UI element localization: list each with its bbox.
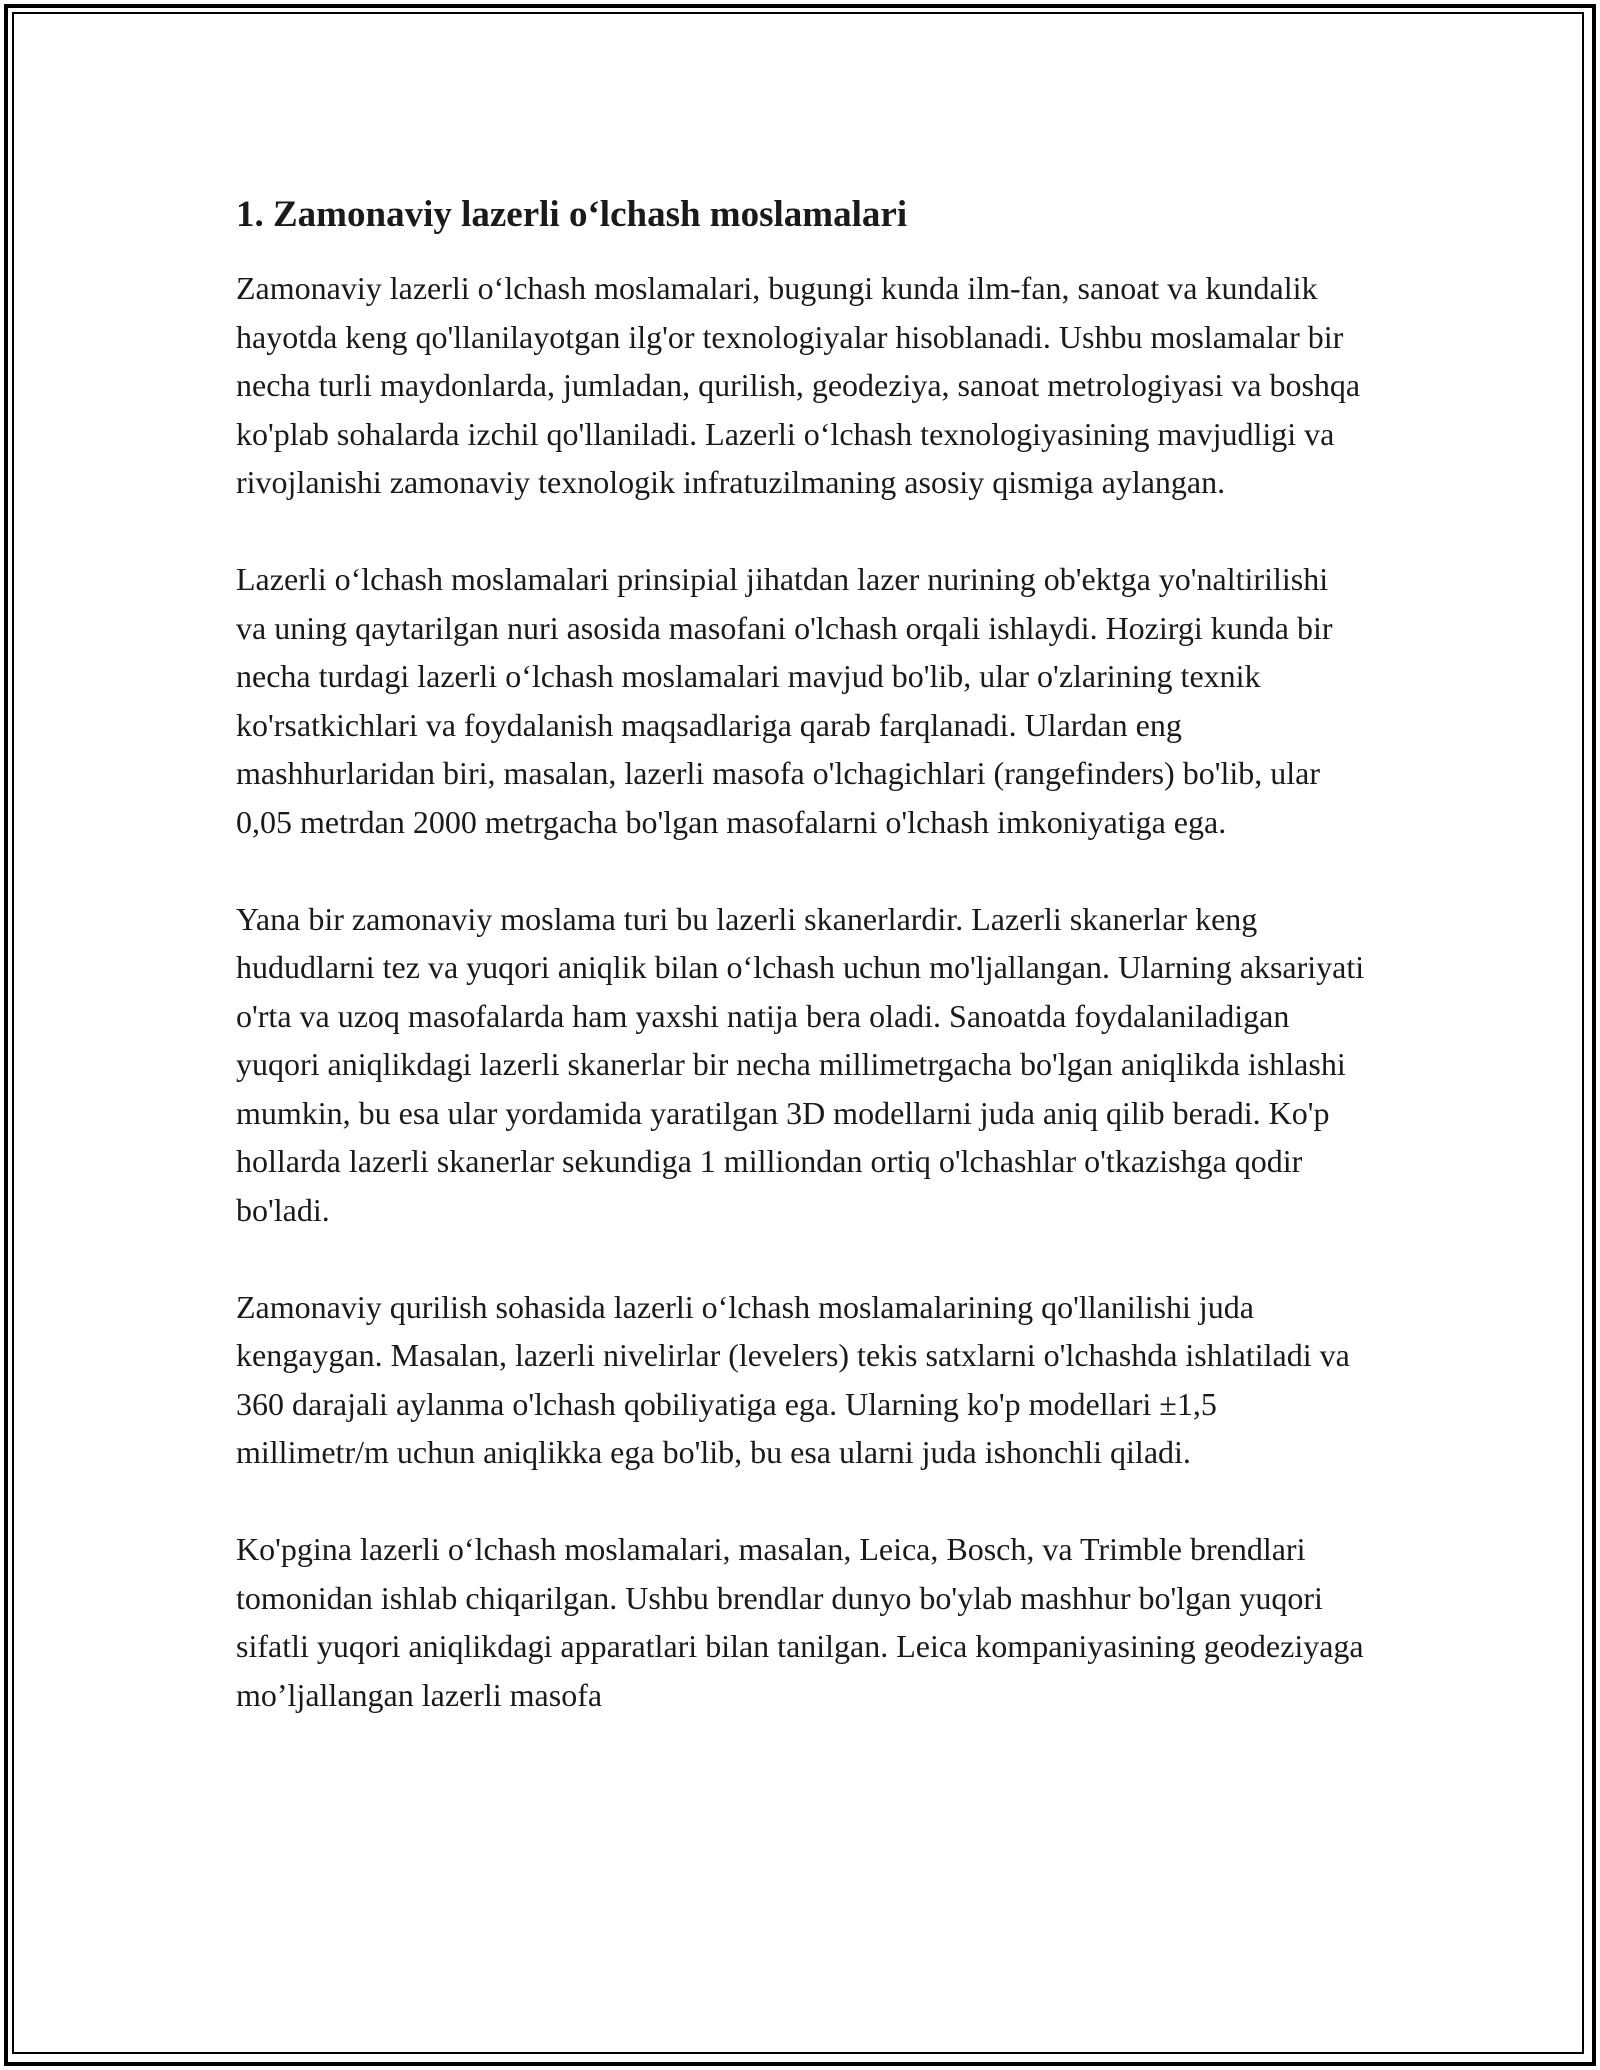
paragraph: Zamonaviy lazerli o‘lchash moslamalari, bugungi kunda ilm-fan, sanoat va kundalik hayotda keng qo'llanilayotgan ilg'or texnologiyalar hisoblanadi. Ushbu moslamalar bir necha turli maydonlarda, jumladan, qurilish, geodeziya, sanoat metrologiyasi va boshqa ko'plab sohalarda izchil qo'llaniladi. Lazerli o‘lchash texnologiyasining mavjudligi va rivojlanishi zamonaviy texnologik infratuzilmaning asosiy qismiga aylangan. [236, 270, 1361, 500]
paragraph: Zamonaviy qurilish sohasida lazerli o‘lchash moslamalarining qo'llanilishi juda kengaygan. Masalan, lazerli nivelirlar (levelers) tekis satxlarni o'lchashda ishlatiladi va 360 darajali aylanma o'lchash qobiliyatiga ega. Ularning ko'p modellari ±1,5 millimetr/m uchun aniqlikka ega bo'lib, bu esa ularni juda ishonchli qiladi. [236, 1288, 1350, 1470]
paragraph: Lazerli o‘lchash moslamalari prinsipial jihatdan lazer nurining ob'ektga yo'naltirilishi va uning qaytarilgan nuri asosida masofani o'lchash orqali ishlaydi. Hozirgi kunda bir necha turdagi lazerli o‘lchash moslamalari mavjud bo'lib, ular o'zlarining texnik ko'rsatkichlari va foydalanish maqsadlariga qarab farqlanadi. Ulardan eng mashhurlaridan biri, masalan, lazerli masofa o'lchagichlari (rangefinders) bo'lib, ular 0,05 metrdan 2000 metrgacha bo'lgan masofalarni o'lchash imkoniyatiga ega. [236, 561, 1333, 840]
section-heading: 1. Zamonaviy lazerli o‘lchash moslamalari [236, 194, 908, 235]
paragraph: Yana bir zamonaviy moslama turi bu lazerli skanerlardir. Lazerli skanerlar keng hududlarni tez va yuqori aniqlik bilan o‘lchash uchun mo'ljallangan. Ularning aksariyati o'rta va uzoq masofalarda ham yaxshi natija bera oladi. Sanoatda foydalaniladigan yuqori aniqlikdagi lazerli skanerlar bir necha millimetrgacha bo'lgan aniqlikda ishlashi mumkin, bu esa ular yordamida yaratilgan 3D modellarni juda aniq qilib beradi. Ko'p hollarda lazerli skanerlar sekundiga 1 milliondan ortiq o'lchashlar o'tkazishga qodir bo'ladi. [236, 900, 1365, 1228]
paragraph: Ko'pgina lazerli o‘lchash moslamalari, masalan, Leica, Bosch, va Trimble brendlari tomonidan ishlab chiqarilgan. Ushbu brendlar dunyo bo'ylab mashhur bo'lgan yuqori sifatli yuqori aniqlikdagi apparatlari bilan tanilgan. Leica kompaniyasining geodeziyaga mo’ljallangan lazerli masofa [236, 1531, 1364, 1713]
document-body [236, 188, 1366, 1719]
paragraph-list [236, 264, 1366, 1719]
